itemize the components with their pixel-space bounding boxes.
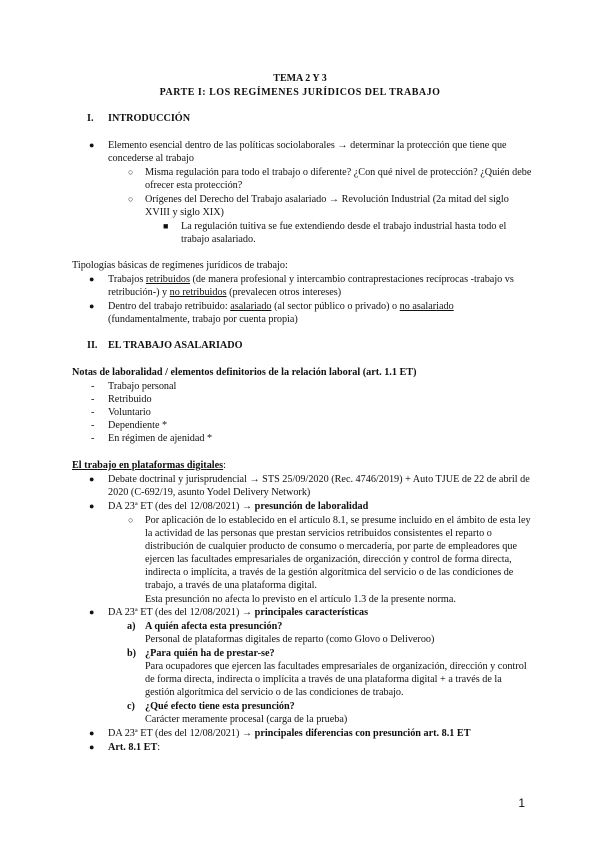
bullet-circle: ○	[128, 167, 134, 177]
paragraph-line: la actividad de las personas que prestan servicios retribuidos consistentes el reparto o	[145, 528, 492, 539]
paragraph-line: Debate doctrinal y jurisprudencial → STS 25/09/2020 (Rec. 4746/2019) + Auto TJUE de 22 de abril de	[108, 474, 530, 485]
paragraph-line: Dentro del trabajo retribuido: asalariado (al sector público o privado) o no asalariado	[108, 301, 454, 312]
bullet-dot: ●	[89, 728, 95, 738]
paragraph-line: DA 23ª ET (des del 12/08/2021) → principales características	[108, 607, 369, 618]
question-title: ¿Para quién ha de prestar-se?	[145, 648, 275, 659]
question-title: A quién afecta esta presunción?	[145, 621, 283, 632]
paragraph-line: trabajo, a través de una plataforma digital.	[145, 580, 317, 591]
paragraph-line: distribución de cualquier producto de consumo o mercadería, por parte de empleadores que	[145, 541, 517, 552]
paragraph-line: indirecta o implícita, a través de la gestión algorítmica del servicio o de las condiciones de	[145, 567, 514, 578]
paragraph-line: Carácter meramente procesal (carga de la prueba)	[145, 714, 348, 725]
paragraph-line: ejercen las facultades empresariales de organización, dirección y control de forma directa,	[145, 554, 512, 565]
bullet-dot: ●	[89, 274, 95, 284]
document-subtitle: PARTE I: LOS REGÍMENES JURÍDICOS DEL TRABAJO	[159, 87, 441, 98]
paragraph-line: Tipologías básicas de regímenes jurídicos de trabajo:	[72, 260, 288, 271]
plataformas-title: El trabajo en plataformas digitales:	[72, 460, 226, 471]
paragraph-line: DA 23ª ET (des del 12/08/2021) → principales diferencias con presunción art. 8.1 ET	[108, 728, 471, 739]
bullet-square: ■	[163, 221, 169, 231]
list-label: a)	[127, 621, 136, 632]
bullet-dot: ●	[89, 301, 95, 311]
paragraph-line: concederse al trabajo	[108, 153, 194, 164]
paragraph-line: Orígenes del Derecho del Trabajo asalariado → Revolución Industrial (2a mitad del siglo	[145, 194, 509, 205]
paragraph-line: Misma regulación para todo el trabajo o diferente? ¿Con qué nivel de protección? ¿Quién debe	[145, 167, 532, 178]
paragraph-line: XVIII y siglo XIX)	[145, 207, 224, 218]
bullet-dot: ●	[89, 742, 95, 752]
dash: -	[91, 394, 95, 405]
list-item: Dependiente *	[108, 420, 168, 431]
list-item: En régimen de ajenidad *	[108, 433, 213, 444]
document-title: TEMA 2 Y 3	[273, 73, 327, 84]
section-number: I.	[87, 113, 94, 124]
list-label: b)	[127, 648, 137, 659]
bullet-dot: ●	[89, 140, 95, 150]
section-number: II.	[87, 340, 98, 351]
notas-title: Notas de laboralidad / elementos definitorios de la relación laboral (art. 1.1 ET)	[72, 367, 417, 378]
bullet-circle: ○	[128, 515, 134, 525]
list-label: c)	[127, 701, 135, 712]
paragraph-line: Personal de plataformas digitales de reparto (como Glovo o Deliveroo)	[145, 634, 435, 645]
page-number: 1	[518, 796, 525, 810]
paragraph-line: DA 23ª ET (des del 12/08/2021) → presunción de laboralidad	[108, 501, 369, 512]
bullet-circle: ○	[128, 194, 134, 204]
paragraph-line: Trabajos retribuidos (de manera profesional y intercambio contraprestaciones recíprocas -trabajo vs	[108, 274, 514, 285]
paragraph-line: Por aplicación de lo establecido en el artículo 8.1, se presume incluido en el ámbito de esta ley	[145, 515, 531, 526]
paragraph-line: La regulación tuitiva se fue extendiendo desde el trabajo industrial hasta todo el	[181, 221, 507, 232]
paragraph-line: trabajo asalariado.	[181, 234, 256, 245]
dash: -	[91, 407, 95, 418]
dash: -	[91, 381, 95, 392]
paragraph-line: Para ocupadores que ejercen las facultades empresariales de organización, dirección y control	[145, 661, 527, 672]
paragraph-line: Esta presunción no afecta lo previsto en el artículo 1.3 de la presente norma.	[145, 594, 456, 605]
paragraph-line: 2020 (C-692/19, asunto Yodel Delivery Network)	[108, 487, 311, 498]
bullet-dot: ●	[89, 607, 95, 617]
list-item: Retribuido	[108, 394, 152, 405]
section-title: EL TRABAJO ASALARIADO	[108, 340, 243, 351]
list-item: Trabajo personal	[108, 381, 177, 392]
paragraph-line: retribución-) y no retribuidos (prevalecen otros intereses)	[108, 287, 342, 298]
bullet-dot: ●	[89, 474, 95, 484]
paragraph-line: (fundamentalmente, trabajo por cuenta propia)	[108, 314, 298, 325]
paragraph-line: Art. 8.1 ET:	[108, 742, 161, 753]
list-item: Voluntario	[108, 407, 151, 418]
paragraph-line: ofrecer esta protección?	[145, 180, 243, 191]
question-title: ¿Qué efecto tiene esta presunción?	[145, 701, 295, 712]
bullet-dot: ●	[89, 501, 95, 511]
dash: -	[91, 420, 95, 431]
paragraph-line: gestión algorítmica del servicio o de las condiciones de trabajo.	[145, 687, 404, 698]
paragraph-line: Elemento esencial dentro de las políticas sociolaborales → determinar la protección que tiene que	[108, 140, 507, 151]
paragraph-line: de forma directa, indirecta o implícita a través de una plataforma digital + a través de la	[145, 674, 502, 685]
dash: -	[91, 433, 95, 444]
section-title: INTRODUCCIÓN	[108, 113, 191, 124]
